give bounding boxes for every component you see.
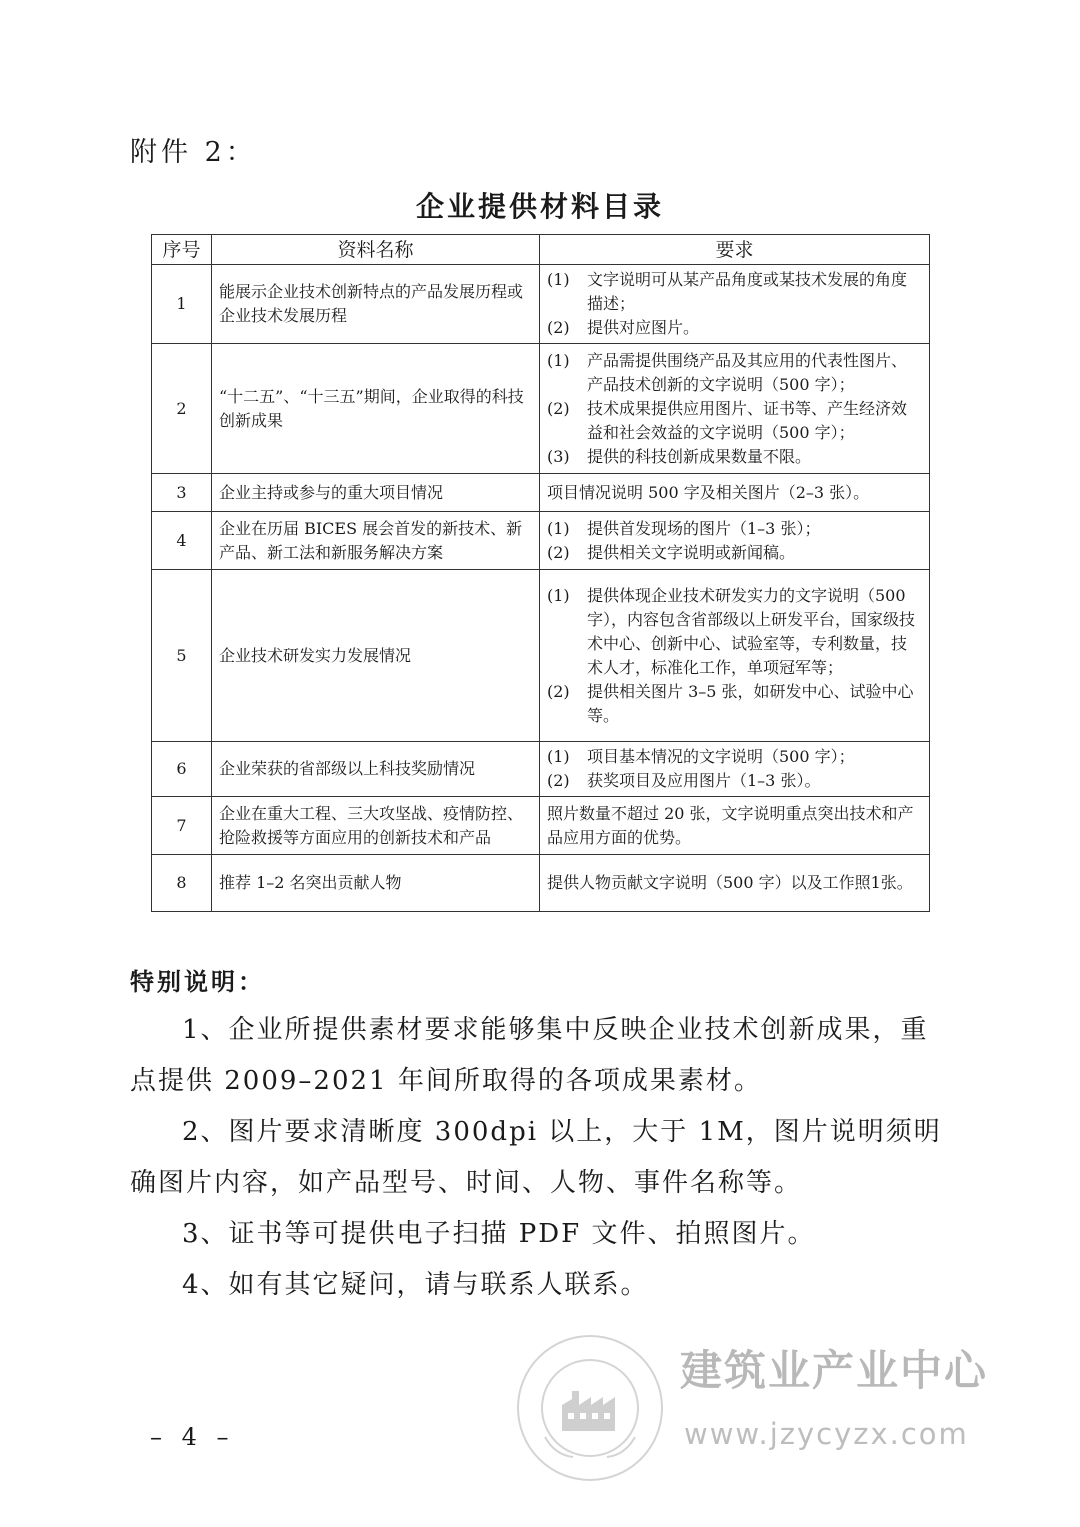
row-number: 8: [152, 855, 212, 912]
material-name: 企业主持或参与的重大项目情况: [212, 474, 540, 512]
requirement-cell: [540, 265, 930, 344]
requirement-text: 项目情况说明 500 字及相关图片（2–3 张）。: [547, 482, 870, 502]
material-name: “十二五”、“十三五”期间，企业取得的科技创新成果: [212, 344, 540, 474]
requirement-item: [547, 517, 922, 541]
requirement-item: [547, 769, 922, 793]
requirement-text: 提供的科技创新成果数量不限。: [587, 446, 812, 466]
document-title: 企业提供材料目录: [415, 190, 664, 223]
requirement-cell: [540, 855, 930, 912]
materials-table: [151, 234, 930, 912]
requirement-number: (2): [547, 398, 570, 418]
requirement-text: 提供体现企业技术研发实力的文字说明（500 字），内容包含省部级以上研发平台，国家级技术中心、创新中心、试验室等，专利数量，技术人才，标准化工作，单项冠军等；: [587, 585, 916, 677]
table-row: [152, 797, 930, 855]
header-requirement: 要求: [540, 235, 930, 265]
requirement-number: (1): [547, 747, 570, 766]
requirement-text: 照片数量不超过 20 张，文字说明重点突出技术和产品应用方面的优势。: [547, 803, 914, 847]
row-number: 7: [152, 797, 212, 855]
requirement-number: (1): [547, 585, 570, 605]
material-name: 推荐 1–2 名突出贡献人物: [212, 855, 540, 912]
requirement-text: 项目基本情况的文字说明（500 字）；: [587, 747, 855, 766]
requirement-item: [547, 316, 922, 340]
requirement-item: [547, 871, 922, 895]
requirement-item: [547, 481, 922, 505]
requirement-item: [547, 445, 922, 469]
row-number: 4: [152, 512, 212, 570]
watermark-url: www.jzycyzx.com: [684, 1417, 969, 1451]
requirement-item: [547, 349, 922, 397]
note-item: 2、图片要求清晰度 300dpi 以上，大于 1M，图片说明须明确图片内容，如产品型号、时间、人物、事件名称等。: [130, 1117, 942, 1198]
row-number: 6: [152, 742, 212, 797]
requirement-item: [547, 397, 922, 445]
requirement-number: (2): [547, 318, 570, 337]
table-row: [152, 265, 930, 344]
table-row: [152, 474, 930, 512]
note-item: 4、如有其它疑问，请与联系人联系。: [182, 1270, 649, 1300]
row-number: 2: [152, 344, 212, 474]
note-item: 1、企业所提供素材要求能够集中反映企业技术创新成果，重点提供 2009–2021 年间所取得的各项成果素材。: [130, 1015, 929, 1096]
table-row: [152, 742, 930, 797]
table-header-row: [152, 235, 930, 265]
requirement-item: [547, 584, 922, 680]
requirement-number: (3): [547, 446, 570, 466]
requirement-number: (2): [547, 771, 570, 790]
table-row: [152, 855, 930, 912]
requirement-number: (2): [547, 542, 570, 562]
material-name: 企业在重大工程、三大攻坚战、疫情防控、抢险救援等方面应用的创新技术和产品: [212, 797, 540, 855]
requirement-cell: [540, 797, 930, 855]
requirement-text: 提供相关图片 3–5 张，如研发中心、试验中心等。: [587, 681, 914, 725]
material-name: 企业在历届 BICES 展会首发的新技术、新产品、新工法和新服务解决方案: [212, 512, 540, 570]
row-number: 3: [152, 474, 212, 512]
requirement-item: [547, 680, 922, 728]
requirement-item: [547, 541, 922, 565]
requirement-cell: [540, 742, 930, 797]
requirement-text: 提供相关文字说明或新闻稿。: [587, 542, 796, 562]
requirement-number: (1): [547, 350, 570, 370]
requirement-cell: [540, 570, 930, 742]
watermark-name: 建筑业产业中心: [680, 1346, 989, 1395]
requirement-number: (1): [547, 518, 570, 538]
watermark-seal-icon: [515, 1333, 665, 1483]
requirement-text: 技术成果提供应用图片、证书等、产生经济效益和社会效益的文字说明（500 字）；: [587, 398, 908, 442]
attachment-label: 附件 2：: [130, 137, 257, 168]
note-item: 3、证书等可提供电子扫描 PDF 文件、拍照图片。: [182, 1219, 816, 1249]
page-number: – 4 –: [150, 1423, 235, 1451]
table-row: [152, 512, 930, 570]
requirement-number: (2): [547, 681, 570, 701]
requirement-item: [547, 268, 922, 316]
requirement-text: 文字说明可从某产品角度或某技术发展的角度描述；: [587, 270, 908, 313]
table-row: [152, 570, 930, 742]
requirement-text: 提供首发现场的图片（1–3 张）；: [587, 518, 821, 538]
requirement-item: [547, 802, 922, 850]
requirement-item: [547, 745, 922, 769]
requirement-cell: [540, 512, 930, 570]
requirement-number: (1): [547, 270, 570, 289]
requirement-text: 产品需提供围绕产品及其应用的代表性图片、产品技术创新的文字说明（500 字）；: [587, 350, 908, 394]
requirement-cell: [540, 474, 930, 512]
material-name: 企业荣获的省部级以上科技奖励情况: [212, 742, 540, 797]
notes-section: [130, 1005, 950, 1311]
requirement-text: 获奖项目及应用图片（1–3 张）。: [587, 771, 821, 790]
requirement-text: 提供人物贡献文字说明（500 字）以及工作照1张。: [547, 873, 913, 892]
requirement-cell: [540, 344, 930, 474]
row-number: 5: [152, 570, 212, 742]
row-number: 1: [152, 265, 212, 344]
header-no: 序号: [152, 235, 212, 265]
material-name: 能展示企业技术创新特点的产品发展历程或企业技术发展历程: [212, 265, 540, 344]
notes-title: 特别说明：: [130, 967, 265, 996]
requirement-text: 提供对应图片。: [587, 318, 700, 337]
header-name: 资料名称: [212, 235, 540, 265]
material-name: 企业技术研发实力发展情况: [212, 570, 540, 742]
table-row: [152, 344, 930, 474]
